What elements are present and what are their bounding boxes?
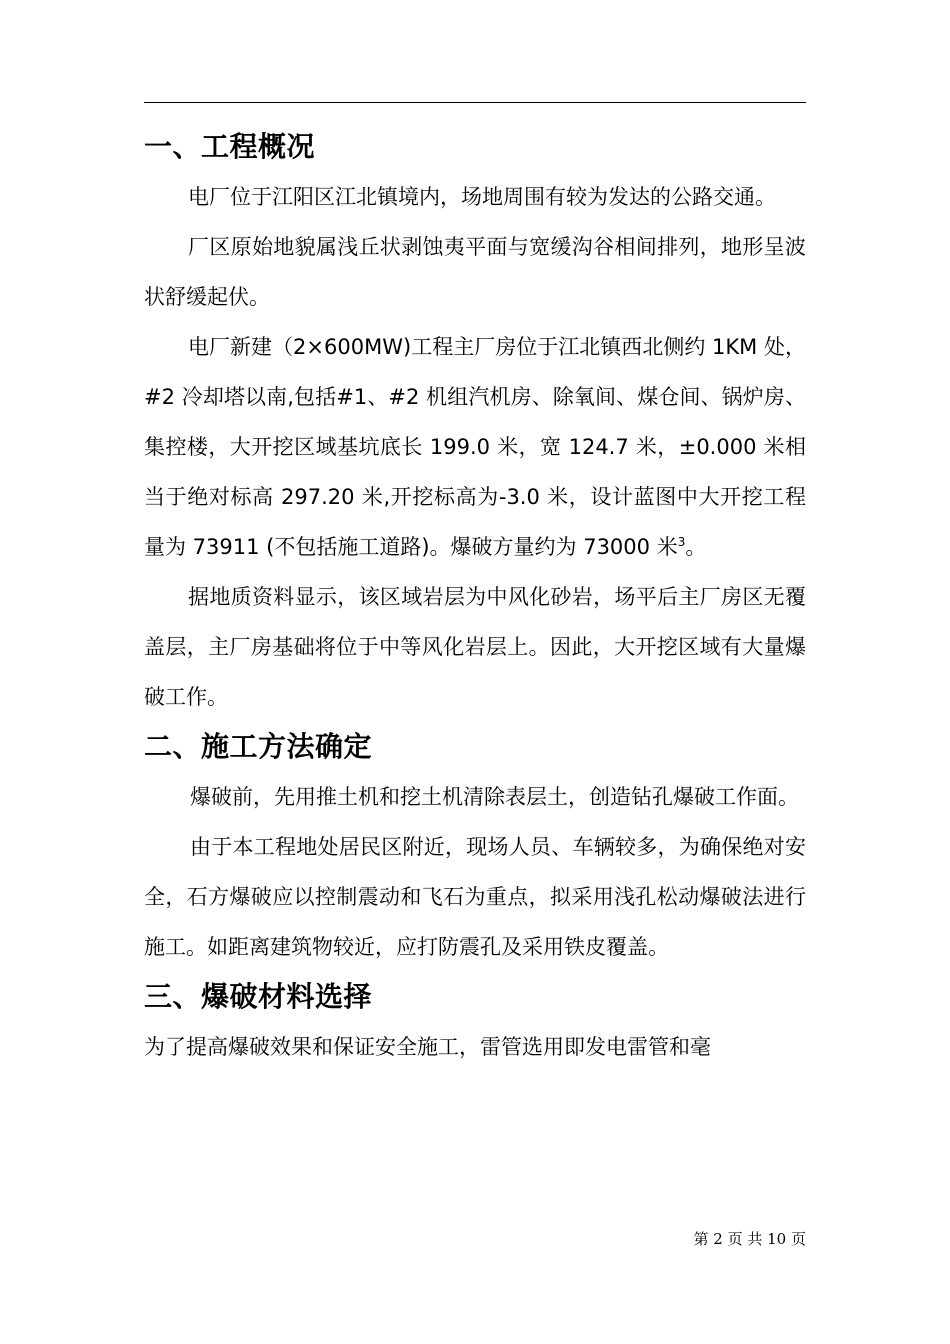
paragraph: 为了提高爆破效果和保证安全施工，雷管选用即发电雷管和毫: [144, 1035, 711, 1059]
page-number: 第 2 页 共 10 页: [693, 1230, 806, 1248]
paragraph-text: 电厂新建（2×600MW)工程主厂房位于江北镇西北侧约 1KM 处，#2 冷却塔以南,包括#1、#2 机组汽机房、除氧间、煤仓间、锅炉房、集控楼，大开挖区域基坑底长 199.0 米，宽 124.7 米，±0.000 米相当于绝对标高 297.20 米,开挖标高为-3.0 米，设计蓝图中大开挖工程量为 73911 (不包括施工道路)。爆破方量约为 73000 米: [144, 335, 806, 559]
superscript: 3: [677, 535, 686, 549]
section-heading: 二、施工方法确定: [144, 730, 373, 763]
paragraph: 据地质资料显示，该区域岩层为中风化砂岩，场平后主厂房区无覆盖层，主厂房基础将位于中等风化岩层上。因此，大开挖区域有大量爆破工作。: [144, 585, 806, 709]
section-heading: 一、工程概况: [144, 130, 316, 163]
paragraph: [144, 322, 806, 572]
header-rule: [144, 102, 806, 103]
document-body: [144, 122, 806, 1072]
paragraph-end: 。: [685, 535, 707, 559]
paragraph: 爆破前，先用推土机和挖土机清除表层土，创造钻孔爆破工作面。: [190, 785, 799, 809]
paragraph: 厂区原始地貌属浅丘状剥蚀夷平面与宽缓沟谷相间排列，地形呈波状舒缓起伏。: [144, 235, 806, 309]
paragraph: 电厂位于江阳区江北镇境内，场地周围有较为发达的公路交通。: [188, 185, 776, 209]
section-heading: 三、爆破材料选择: [144, 980, 373, 1013]
paragraph: 由于本工程地处居民区附近，现场人员、车辆较多，为确保绝对安全，石方爆破应以控制震动和飞石为重点，拟采用浅孔松动爆破法进行施工。如距离建筑物较近，应打防震孔及采用铁皮覆盖。: [144, 835, 806, 959]
